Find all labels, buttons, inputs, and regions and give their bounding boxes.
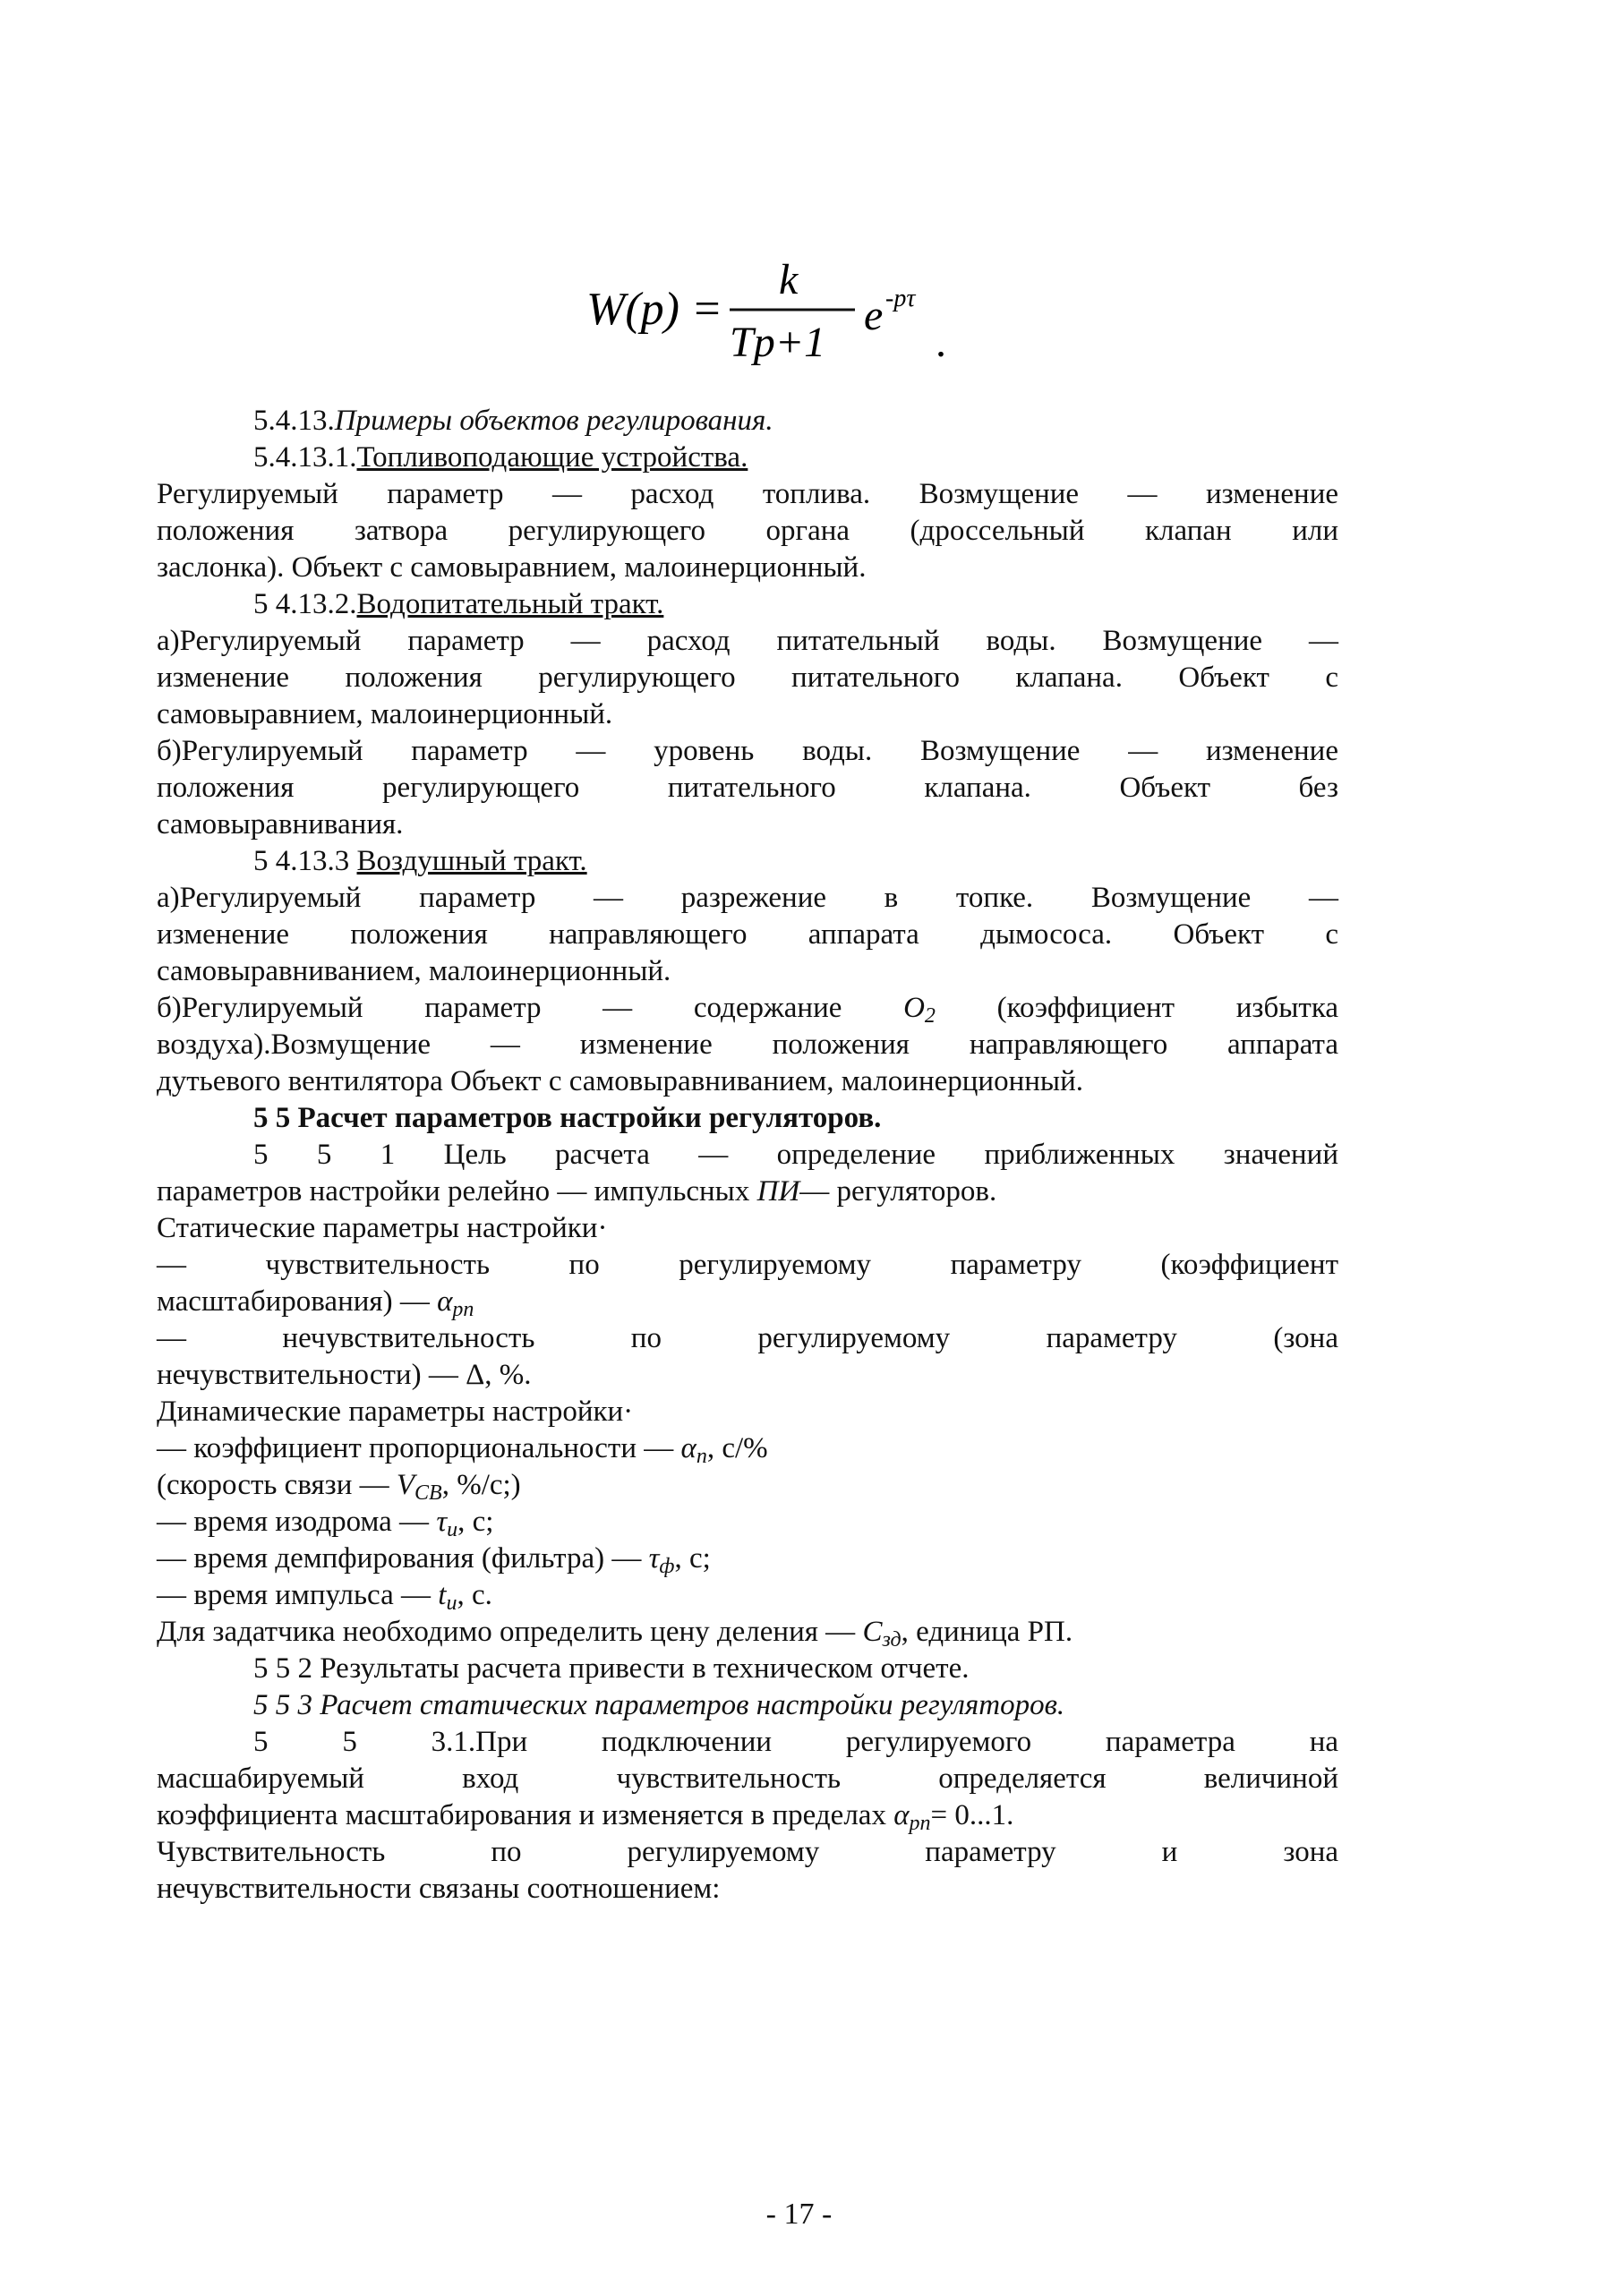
symbol: α (437, 1285, 453, 1318)
subscript: СВ (414, 1481, 442, 1505)
heading-5-4-13-1 (253, 440, 1338, 475)
subscript: ф (659, 1555, 675, 1578)
text-fragment: , %/с;) (441, 1469, 521, 1501)
paragraph-line: воздуха).Возмущение — изменение положения направляющего аппарата (157, 1029, 1338, 1061)
czd-symbol (862, 1616, 902, 1652)
text-fragment: , с. (457, 1579, 492, 1611)
text-fragment: — время изодрома — (157, 1506, 437, 1538)
section-number: 5.4.13. (253, 405, 335, 437)
paragraph-line-with-formula (157, 990, 1338, 1026)
heading-5-5: 5 5 Расчет параметров настройки регуляторов. (253, 1102, 882, 1134)
formula-svg (586, 251, 1007, 376)
subscript: и (447, 1518, 458, 1541)
formula-denominator: Tp+1 (730, 319, 826, 366)
subscript: п (696, 1445, 707, 1468)
text-fragment: , с; (674, 1542, 711, 1575)
symbol: τ (436, 1506, 448, 1538)
param-symbol (396, 1469, 442, 1505)
paragraph-line: масшабируемый вход чувствительность определяется величиной (157, 1763, 1338, 1795)
paragraph-line: а)Регулируемый параметр — расход питательный воды. Возмущение — (157, 625, 1338, 657)
dynamic-params-header: Динамические параметры настройки· (157, 1396, 634, 1428)
subscript: рп (452, 1298, 474, 1321)
list-item-line (157, 1284, 1338, 1319)
param-symbol (680, 1432, 707, 1468)
list-item-line (157, 1467, 1338, 1503)
subscript: рп (909, 1812, 931, 1835)
transfer-function-formula (586, 251, 1007, 376)
symbol: α (680, 1432, 696, 1464)
paragraph-line: а)Регулируемый параметр — разрежение в топке. Возмущение — (157, 882, 1338, 914)
paragraph-line-with-formula (157, 1174, 1338, 1209)
param-symbol (436, 1506, 458, 1541)
section-number: 5 4.13.3 (253, 845, 350, 877)
paragraph-line: положения регулирующего питательного клапана. Объект без (157, 772, 1338, 804)
section-title: Воздушный тракт. (356, 845, 587, 877)
heading-5-4-13-3 (253, 843, 1338, 879)
paragraph-line: Чувствительность по регулируемому параметру и зона (157, 1836, 1338, 1868)
paragraph-line: самовыравниванием, малоинерционный. (157, 955, 671, 987)
paragraph-line-with-formula (157, 1797, 1338, 1833)
list-item-line: нечувствительности) — Δ, %. (157, 1359, 532, 1391)
text-fragment: масштабирования) — (157, 1285, 430, 1318)
formula-exponent: -pτ (885, 285, 916, 312)
section-title: Топливоподающие устройства. (356, 441, 748, 474)
text-fragment: коэффициента масштабирования и изменяется в пределах (157, 1799, 894, 1831)
paragraph-line: нечувствительности связаны соотношением: (157, 1873, 721, 1905)
formula-numerator: k (779, 256, 799, 303)
formula-lhs: W(p) = (586, 284, 723, 335)
formula-exp-base: e (864, 292, 884, 339)
list-item-line: — чувствительность по регулируемому параметру (коэффициент (157, 1249, 1338, 1281)
text-fragment: — коэффициент пропорциональности — (157, 1432, 681, 1464)
heading-5-4-13 (253, 403, 1338, 439)
static-params-header: Статические параметры настройки· (157, 1212, 608, 1244)
symbol: C (862, 1616, 883, 1648)
text-fragment: (скорость связи — (157, 1469, 397, 1501)
text-fragment: = 0...1. (930, 1799, 1014, 1831)
pi-symbol: ПИ (756, 1175, 800, 1208)
alpha-rp-symbol (893, 1799, 931, 1835)
list-item-line: — нечувствительность по регулируемому параметру (зона (157, 1322, 1338, 1354)
text-fragment: параметров настройки релейно — импульсных (157, 1175, 750, 1208)
subscript: зд (882, 1628, 902, 1652)
subscript: и (446, 1592, 457, 1615)
paragraph-line: дутьевого вентилятора Объект с самовыравниванием, малоинерционный. (157, 1065, 1083, 1097)
text-fragment: Для задатчика необходимо определить цену деления — (157, 1616, 863, 1648)
paragraph-line: изменение положения направляющего аппарата дымососа. Объект с (157, 918, 1338, 951)
param-symbol (648, 1542, 675, 1578)
list-item-line (157, 1541, 1338, 1576)
paragraph-line: самовыравнием, малоинерционный. (157, 698, 613, 730)
text-fragment: — время демпфирования (фильтра) — (157, 1542, 649, 1575)
paragraph-line: 5 5 3.1.При подключении регулируемого параметра на (253, 1726, 1338, 1758)
section-number: 5.4.13.1. (253, 441, 357, 474)
paragraph-line: б)Регулируемый параметр — уровень воды. Возмущение — изменение (157, 735, 1338, 767)
text-fragment: (коэффициент избытка (996, 992, 1339, 1024)
param-symbol (438, 1579, 457, 1615)
paragraph-line: изменение положения регулирующего питательного клапана. Объект с (157, 661, 1338, 694)
symbol: V (396, 1469, 415, 1501)
text-fragment: — регуляторов. (799, 1175, 997, 1208)
section-title: Примеры объектов регулирования. (334, 405, 773, 437)
alpha-rp-symbol (437, 1285, 474, 1321)
heading-5-5-3: 5 5 3 Расчет статических параметров настройки регуляторов. (253, 1689, 1065, 1721)
text-fragment: , с/% (706, 1432, 768, 1464)
page-number: - 17 - (765, 2198, 833, 2231)
text-fragment: , с; (457, 1506, 494, 1538)
section-number: 5 4.13.2. (253, 588, 357, 620)
symbol: O (903, 992, 925, 1024)
heading-5-5-2: 5 5 2 Результаты расчета привести в техническом отчете. (253, 1652, 970, 1685)
list-item-line (157, 1430, 1338, 1466)
paragraph-line: Регулируемый параметр — расход топлива. Возмущение — изменение (157, 478, 1338, 510)
formula-trailing: . (936, 319, 946, 366)
heading-5-4-13-2 (253, 586, 1338, 622)
text-fragment: , единица РП. (901, 1616, 1073, 1648)
section-title: Водопитательный тракт. (356, 588, 664, 620)
text-fragment: — время импульса — (157, 1579, 439, 1611)
o2-symbol (903, 992, 936, 1028)
list-item-line (157, 1504, 1338, 1540)
symbol: τ (648, 1542, 660, 1575)
paragraph-line: положения затвора регулирующего органа (дроссельный клапан или (157, 515, 1338, 547)
subscript: 2 (924, 1004, 936, 1028)
symbol: t (438, 1579, 447, 1611)
list-item-line (157, 1577, 1338, 1613)
paragraph-line: самовыравнивания. (157, 808, 404, 841)
text-fragment: б)Регулируемый параметр — содержание (157, 992, 842, 1024)
symbol: α (893, 1799, 910, 1831)
paragraph-line: заслонка). Объект с самовыравнием, малоинерционный. (157, 551, 867, 584)
paragraph-line: 5 5 1 Цель расчета — определение приближенных значений (253, 1139, 1338, 1171)
paragraph-line-with-formula (157, 1614, 1338, 1650)
